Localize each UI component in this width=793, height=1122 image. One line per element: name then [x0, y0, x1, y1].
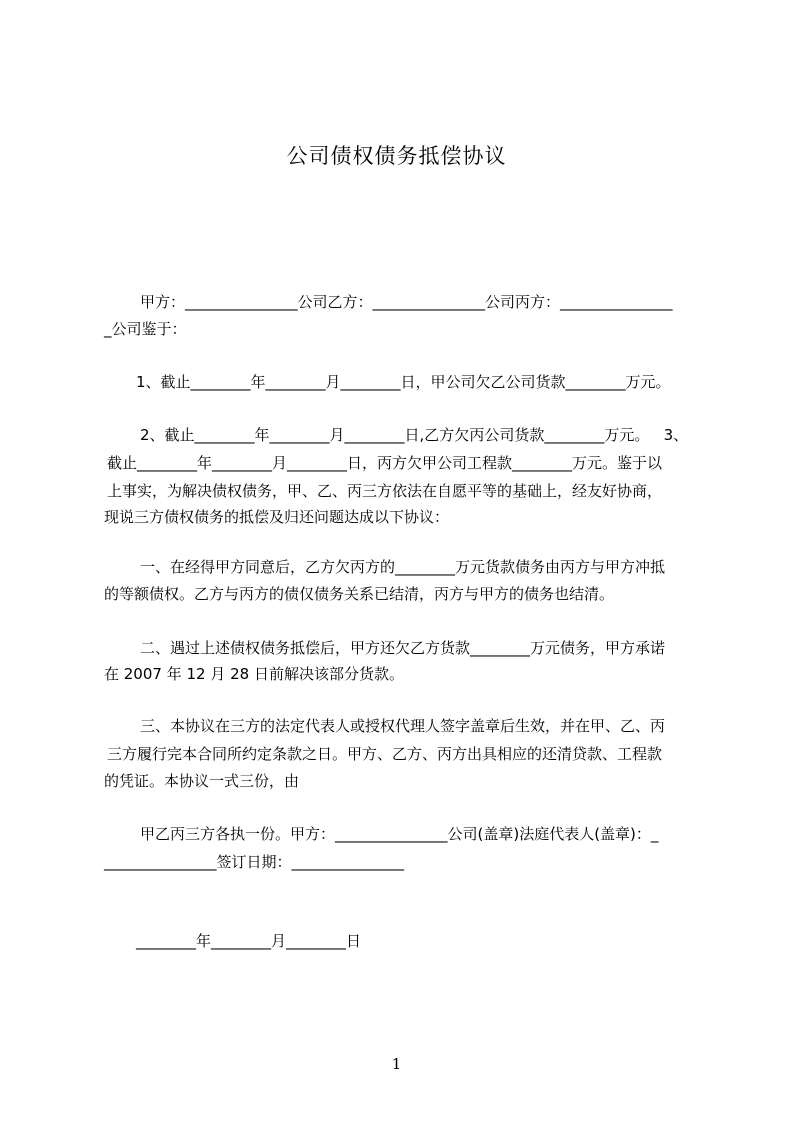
clause-2: 2、截止________年________月________日,乙方欠丙公司货款________万元。 3、	[140, 426, 689, 444]
article-3-line-3: 的凭证。本协议一式三份，由	[104, 772, 300, 790]
article-3-line-2: 三方履行完本合同所约定条款之日。甲方、乙方、丙方出具相应的还清贷款、工程款	[107, 745, 663, 763]
recital-line-1: 上事实，为解决债权债务，甲、乙、丙三方依法在自愿平等的基础上，经友好协商，	[107, 482, 663, 500]
clause-3: 截止________年________月________日，丙方欠甲公司工程款________万元。鉴于以	[107, 454, 663, 472]
date-line: ________年________月________日	[136, 932, 362, 950]
document-title: 公司债权债务抵偿协议	[286, 144, 507, 168]
party-line-2: _公司鉴于：	[104, 320, 187, 338]
article-1-line-1: 一、在经得甲方同意后，乙方欠丙方的________万元货款债务由丙方与甲方冲抵	[140, 558, 666, 576]
article-2-line-1: 二、遇过上述债权债务抵偿后，甲方还欠乙方货款________万元债务，甲方承诺	[140, 639, 666, 657]
clause-1: 1、截止________年________月________日，甲公司欠乙公司货款________万元。	[136, 373, 671, 391]
article-2-line-2: 在 2007 年 12 月 28 日前解决该部分货款。	[104, 665, 404, 683]
party-line-1: 甲方：_______________公司乙方：_______________公司丙方：_______________	[140, 293, 673, 311]
signature-line-2: _______________签订日期：_______________	[104, 853, 405, 871]
recital-line-2: 现说三方债权债务的抵偿及归还问题达成以下协议：	[104, 508, 450, 526]
signature-line-1: 甲乙丙三方各执一份。甲方：_______________公司(盖章)法庭代表人(盖章)：_	[140, 825, 659, 843]
article-3-line-1: 三、本协议在三方的法定代表人或授权代理人签字盖章后生效，并在甲、乙、丙	[140, 717, 666, 735]
page-number: 1	[391, 1055, 402, 1073]
article-1-line-2: 的等额债权。乙方与丙方的债仅债务关系已结清，丙方与甲方的债务也结清。	[104, 585, 615, 603]
